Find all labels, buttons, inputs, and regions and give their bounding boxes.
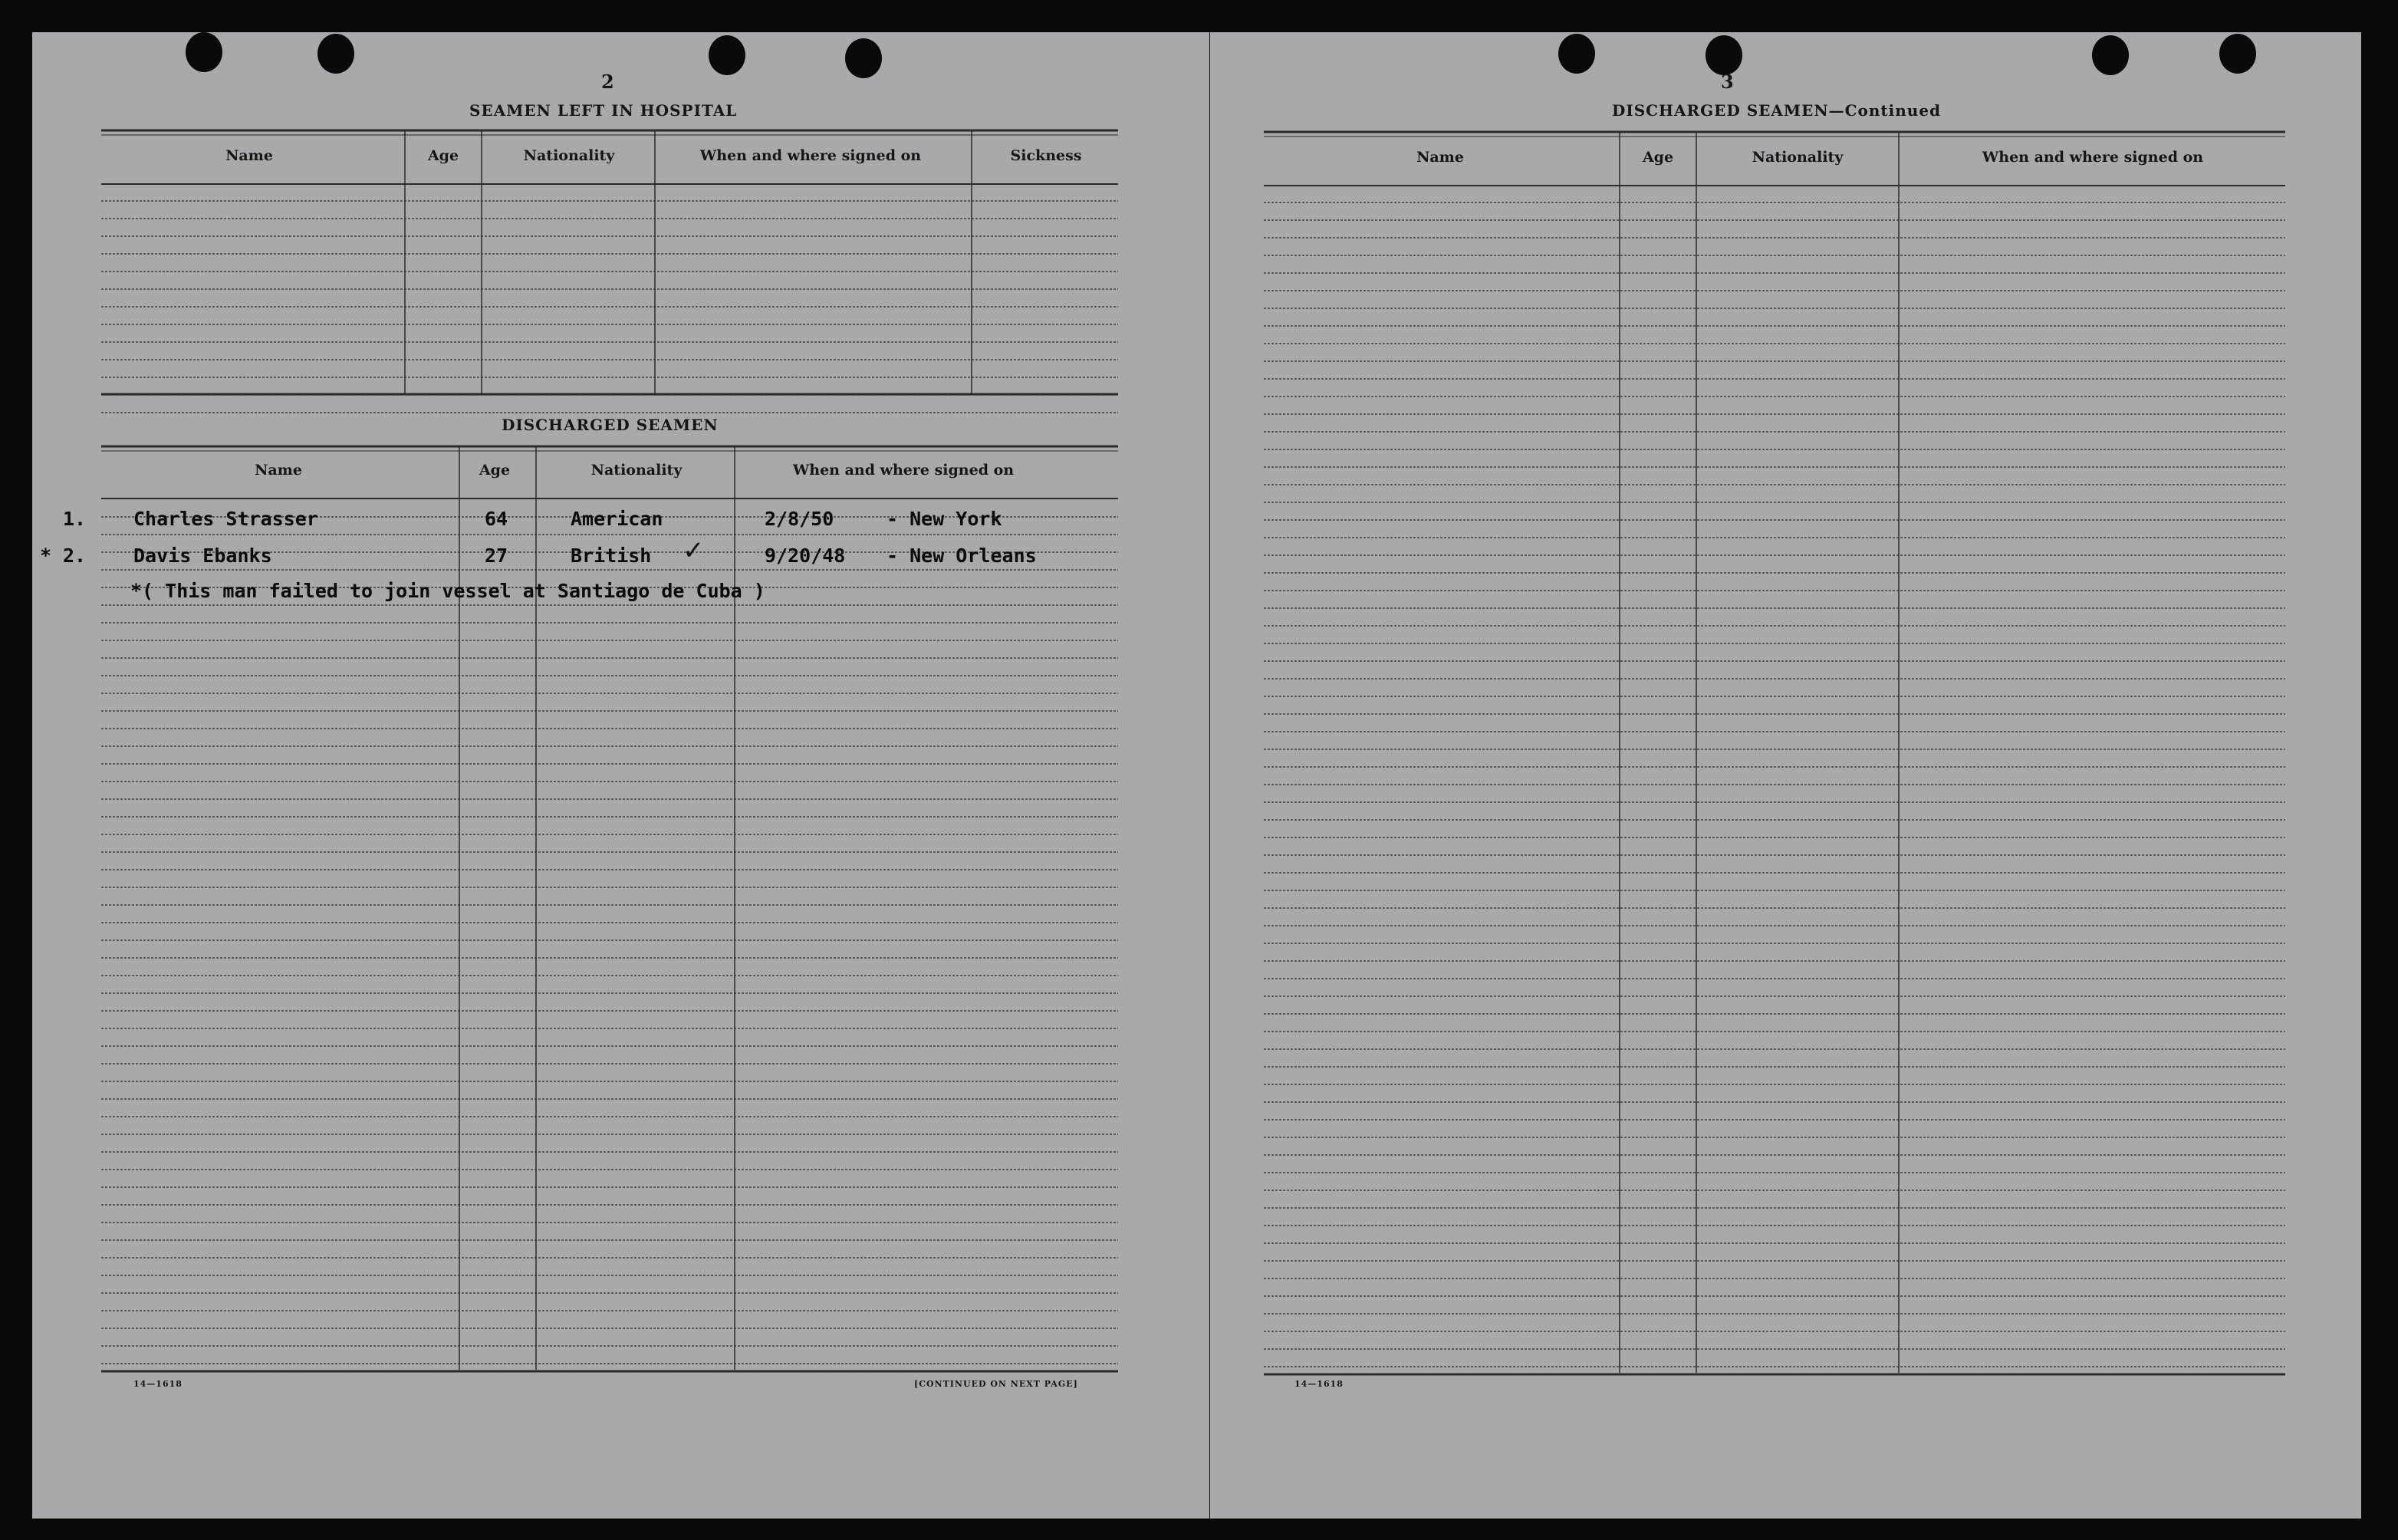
discharged-section-title: DISCHARGED SEAMEN: [502, 416, 719, 434]
row-number: 2.: [63, 545, 87, 567]
seaman-age: 64: [485, 508, 508, 530]
hospital-section-title: SEAMEN LEFT IN HOSPITAL: [469, 101, 738, 120]
star-mark: *: [40, 545, 52, 567]
seaman-age: 27: [485, 545, 508, 567]
discharged-col-name: Name: [255, 462, 302, 479]
page-number: 2: [601, 71, 615, 93]
seaman-name: Davis Ebanks: [133, 545, 272, 567]
continued-note: [CONTINUED ON NEXT PAGE]: [914, 1379, 1078, 1389]
discharged-col-age: Age: [479, 462, 511, 479]
signed-on-date: 9/20/48: [765, 545, 846, 567]
check-mark: ✓: [683, 535, 705, 566]
seaman-nationality: American: [571, 508, 663, 530]
row-number: 1.: [63, 508, 87, 530]
form-number: 14—1618: [1294, 1379, 1344, 1389]
right-col-signed-on: When and where signed on: [1982, 149, 2204, 166]
right-ruling: [1210, 32, 2361, 1519]
form-number: 14—1618: [133, 1379, 183, 1389]
hospital-col-name: Name: [225, 147, 273, 164]
left-page: [32, 32, 1209, 1519]
right-col-age: Age: [1642, 149, 1674, 166]
discharged-continued-title: DISCHARGED SEAMEN—Continued: [1612, 101, 1942, 120]
signed-on-place: - New York: [887, 508, 1002, 530]
seaman-name: Charles Strasser: [133, 508, 318, 530]
signed-on-date: 2/8/50: [765, 508, 834, 530]
discharged-col-signed-on: When and where signed on: [792, 462, 1015, 479]
footnote: *( This man failed to join vessel at Santiago de Cuba ): [130, 580, 765, 602]
hospital-col-nationality: Nationality: [523, 147, 615, 164]
discharged-col-nationality: Nationality: [590, 462, 683, 479]
hospital-col-age: Age: [427, 147, 459, 164]
hospital-col-sickness: Sickness: [1010, 147, 1082, 164]
right-page: [1210, 32, 2361, 1519]
left-ruling: [32, 32, 1209, 1519]
hospital-col-signed-on: When and where signed on: [699, 147, 922, 164]
seaman-nationality: British: [571, 545, 652, 567]
page-number: 3: [1721, 71, 1735, 93]
right-col-name: Name: [1416, 149, 1464, 166]
signed-on-place: - New Orleans: [887, 545, 1037, 567]
right-col-nationality: Nationality: [1752, 149, 1844, 166]
